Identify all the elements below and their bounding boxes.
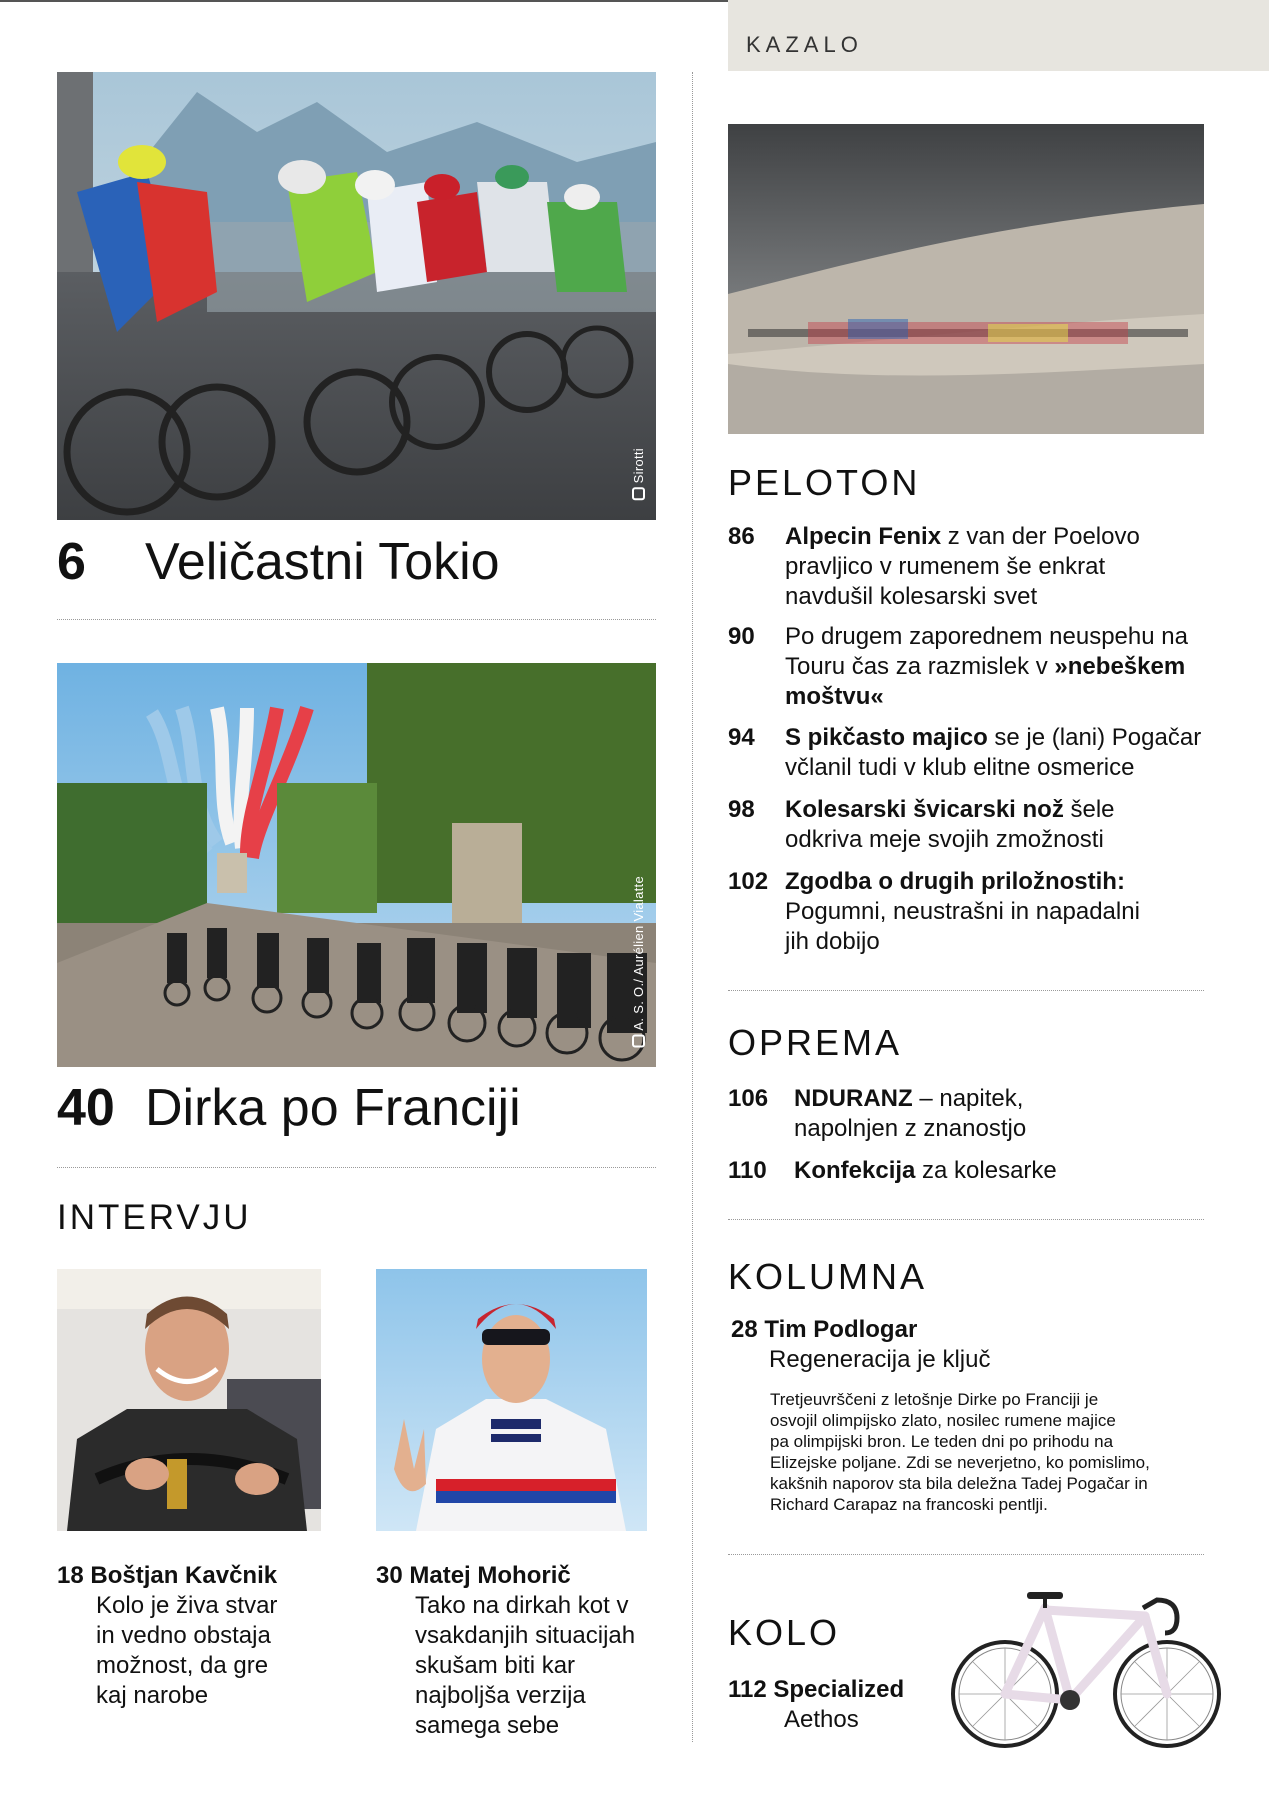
entry-highlight: Kolesarski švicarski nož [785,796,1064,823]
entry-text: pravljico v rumenem še enkrat [785,553,1106,580]
quote-line: možnost, da gre [96,1652,269,1679]
photo-credit: A. S. O./ Aurélien Vialatte [631,876,646,1053]
page-number: 94 [728,724,755,751]
entry-text: včlanil tudi v klub elitne osmerice [785,754,1135,781]
page-number: 98 [728,796,755,823]
divider [57,1167,656,1168]
quote-line: Tako na dirkah kot v [415,1592,629,1619]
interview-entry-kavcnik[interactable] [57,1561,357,1711]
mont-ventoux-photo [728,124,1204,434]
bike-image [945,1578,1227,1754]
entry-text: Touru čas za razmislek v [785,653,1055,680]
champs-elysees-photo [57,663,656,1067]
divider [728,1219,1204,1220]
page-number: 102 [728,868,769,895]
entry-text: jih dobijo [785,928,880,955]
kazalo-header [728,0,1269,71]
page-number: 6 [57,533,86,591]
page-number: 40 [57,1079,115,1137]
entry-text: z van der Poelovo [941,523,1140,550]
page-number: 90 [728,623,755,650]
quote-line: vsakdanjih situacijah [415,1622,636,1649]
divider [728,990,1204,991]
toc-entry[interactable] [728,723,1248,783]
toc-entry[interactable] [728,795,1248,855]
bike-brand: Specialized [773,1676,905,1703]
toc-entry-kolo[interactable] [728,1675,958,1735]
description-line: Elizejske poljane. Zdi se neverjetno, ko pomislimo, [770,1453,1150,1472]
page-number: 106 [728,1085,769,1112]
quote-line: Kolo je živa stvar [96,1592,278,1619]
entry-text: Po drugem zaporednem neuspehu na [785,623,1188,650]
toc-entry-kolumna[interactable] [731,1315,1251,1375]
toc-entry[interactable] [728,1156,1248,1186]
entry-highlight: NDURANZ [794,1085,913,1112]
column-description [770,1389,1210,1515]
bike-model: Aethos [784,1706,859,1733]
page-number: 86 [728,523,755,550]
interviewee-name: Matej Mohorič [409,1562,571,1589]
interviewee-name: Boštjan Kavčnik [90,1562,278,1589]
entry-highlight: moštvu« [785,683,884,710]
divider [57,619,656,620]
entry-highlight: Zgodba o drugih priložnostih: [785,868,1125,895]
description-line: osvojil olimpijsko zlato, nosilec rumene majice [770,1411,1116,1430]
columnist-name: Tim Podlogar [764,1316,918,1343]
description-line: Tretjeuvrščeni z letošnje Dirke po Franciji je [770,1390,1099,1409]
description-line: Richard Carapaz na francoski pentlji. [770,1495,1048,1514]
interview-entry-mohoric[interactable] [376,1561,676,1741]
toc-entry[interactable] [728,522,1248,612]
section-title-intervju: INTERVJU [57,1198,252,1237]
column-subtitle: Regeneracija je ključ [769,1346,991,1373]
entry-highlight: »nebeškem [1054,653,1186,680]
camera-icon [633,487,646,500]
page-number: 110 [728,1157,767,1184]
feature-title[interactable] [57,532,500,592]
kazalo-label: KAZALO [746,32,863,57]
kavcnik-photo [57,1269,321,1531]
toc-entry[interactable] [728,1084,1248,1144]
tokyo-race-photo [57,72,656,520]
entry-text: odkriva meje svojih zmožnosti [785,826,1104,853]
entry-text: se je (lani) Pogačar [987,724,1202,751]
feature-title-text: Dirka po Franciji [145,1079,521,1137]
entry-highlight: S pikčasto majico [785,724,988,751]
quote-line: samega sebe [415,1712,560,1739]
page-number: 30 [376,1562,403,1589]
entry-text: navdušil kolesarski svet [785,583,1038,610]
quote-line: kaj narobe [96,1682,209,1709]
description-line: pa olimpijski bron. Le teden dni po prihodu na [770,1432,1114,1451]
page-number: 28 [731,1316,758,1343]
entry-highlight: Alpecin Fenix [785,523,942,550]
section-title-peloton: PELOTON [728,462,921,503]
toc-entry[interactable] [728,622,1248,712]
quote-line: in vedno obstaja [96,1622,271,1649]
page-number: 18 [57,1562,84,1589]
entry-text: Pogumni, neustrašni in napadalni [785,898,1140,925]
entry-highlight: Konfekcija [794,1157,916,1184]
quote-line: najboljša verzija [415,1682,586,1709]
camera-icon [633,1034,646,1047]
mohoric-photo [376,1269,647,1531]
description-line: kakšnih naporov sta bila deležna Tadej Pogačar in [770,1474,1148,1493]
feature-title-text: Veličastni Tokio [145,533,500,591]
section-title-kolo: KOLO [728,1612,841,1653]
entry-text: napolnjen z znanostjo [794,1115,1027,1142]
quote-line: skušam biti kar [415,1652,576,1679]
section-title-kolumna: KOLUMNA [728,1256,928,1297]
section-title-oprema: OPREMA [728,1022,903,1063]
entry-text: šele [1063,796,1115,823]
page-number: 112 [728,1676,767,1703]
feature-title[interactable] [57,1078,521,1138]
entry-text: za kolesarke [915,1157,1057,1184]
toc-entry[interactable] [728,867,1248,957]
divider [728,1554,1204,1555]
entry-text: – napitek, [912,1085,1024,1112]
column-divider [692,72,693,1742]
photo-credit: Sirotti [631,448,646,506]
